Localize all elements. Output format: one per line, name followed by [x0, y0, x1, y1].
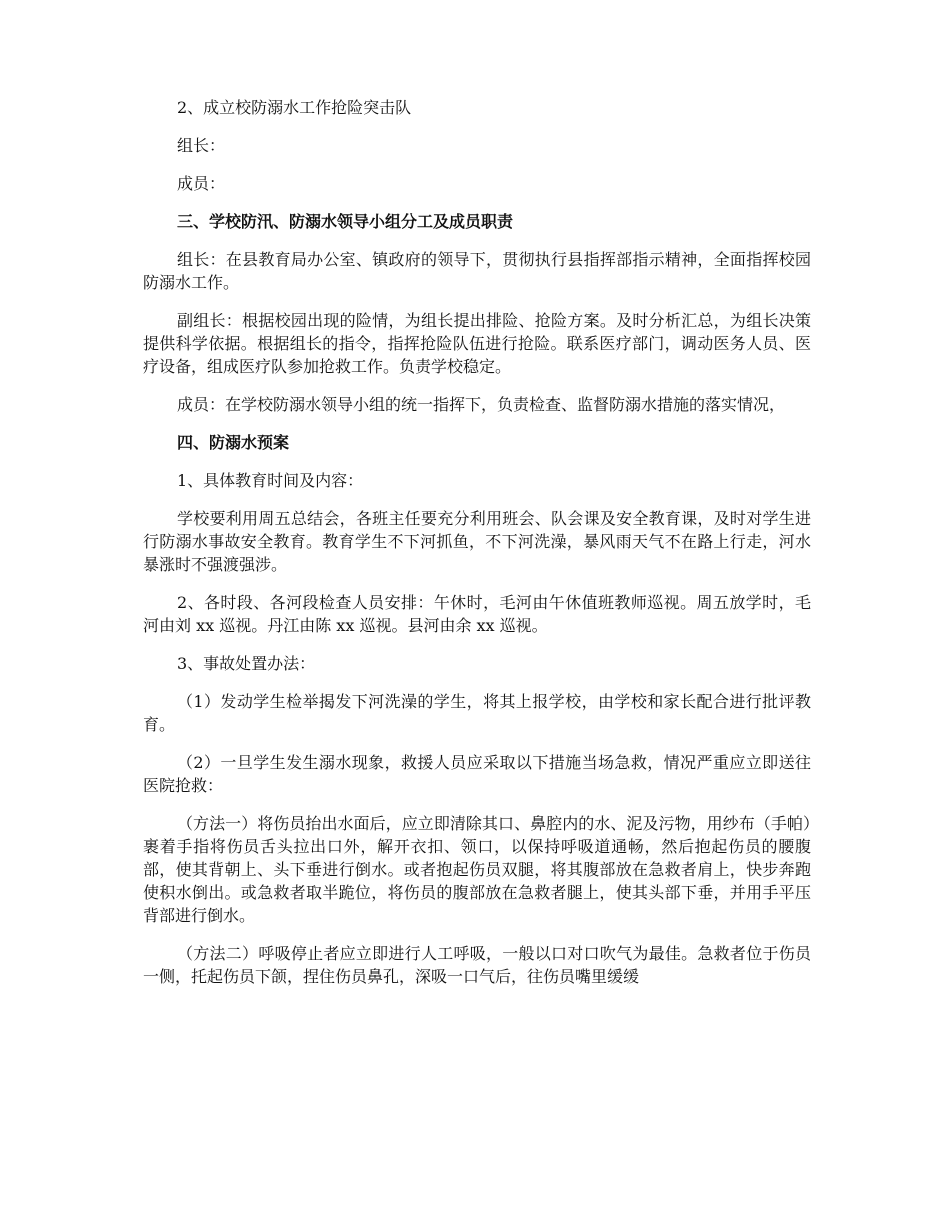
paragraph-squad-members: 成员： — [177, 174, 226, 193]
paragraph-patrol-schedule: 2、各时段、各河段检查人员安排：午休时，毛河由午休值班教师巡视。周五放学时，毛河由刘 xx 巡视。丹江由陈 xx 巡视。县河由余 xx 巡视。 — [143, 593, 811, 635]
paragraph-method-1: （方法一）将伤员抬出水面后，应立即清除其口、鼻腔内的水、泥及污物，用纱布（手帕）裹着手指将伤员舌头拉出口外，解开衣扣、领口，以保持呼吸道通畅，然后抱起伤员的腰腹部，使其背朝上、头下垂进行倒水。或者抱起伤员双腿，将其腹部放在急救者肩上，快步奔跑使积水倒出。或急救者取半跪位，将伤员的腹部放在急救者腿上，使其头部下垂，并用手平压背部进行倒水。 — [143, 814, 811, 925]
section-heading-duties: 三、学校防汛、防溺水领导小组分工及成员职责 — [177, 212, 514, 231]
paragraph-education-content: 学校要利用周五总结会，各班主任要充分利用班会、队会课及安全教育课，及时对学生进行防溺水事故安全教育。教育学生不下河抓鱼，不下河洗澡，暴风雨天气不在路上行走，河水暴涨时不强渡强涉。 — [143, 509, 811, 574]
paragraph-member-duty: 成员：在学校防溺水领导小组的统一指挥下，负责检查、监督防溺水措施的落实情况， — [177, 395, 786, 414]
section-heading-plan: 四、防溺水预案 — [177, 433, 290, 452]
paragraph-education-time: 1、具体教育时间及内容： — [177, 471, 364, 490]
paragraph-leader-duty: 组长：在县教育局办公室、镇政府的领导下，贯彻执行县指挥部指示精神，全面指挥校园防溺水工作。 — [143, 250, 811, 292]
document-body — [143, 96, 811, 1003]
paragraph-handling-title: 3、事故处置办法： — [177, 654, 316, 673]
paragraph-handling-1: （1）发动学生检举揭发下河洗澡的学生，将其上报学校，由学校和家长配合进行批评教育。 — [143, 692, 811, 734]
paragraph-squad-leader: 组长： — [177, 136, 226, 155]
paragraph-squad: 2、成立校防溺水工作抢险突击队 — [177, 98, 412, 117]
paragraph-deputy-duty: 副组长：根据校园出现的险情，为组长提出排险、抢险方案。及时分析汇总，为组长决策提供科学依据。根据组长的指令，指挥抢险队伍进行抢险。联系医疗部门，调动医务人员、医疗设备，组成医疗队参加抢救工作。负责学校稳定。 — [143, 311, 811, 376]
paragraph-handling-2: （2）一旦学生发生溺水现象，救援人员应采取以下措施当场急救，情况严重应立即送往医院抢救： — [143, 753, 811, 795]
paragraph-method-2: （方法二）呼吸停止者应立即进行人工呼吸，一般以口对口吹气为最佳。急救者位于伤员一侧，托起伤员下颌，捏住伤员鼻孔，深吸一口气后，往伤员嘴里缓缓 — [143, 944, 811, 986]
